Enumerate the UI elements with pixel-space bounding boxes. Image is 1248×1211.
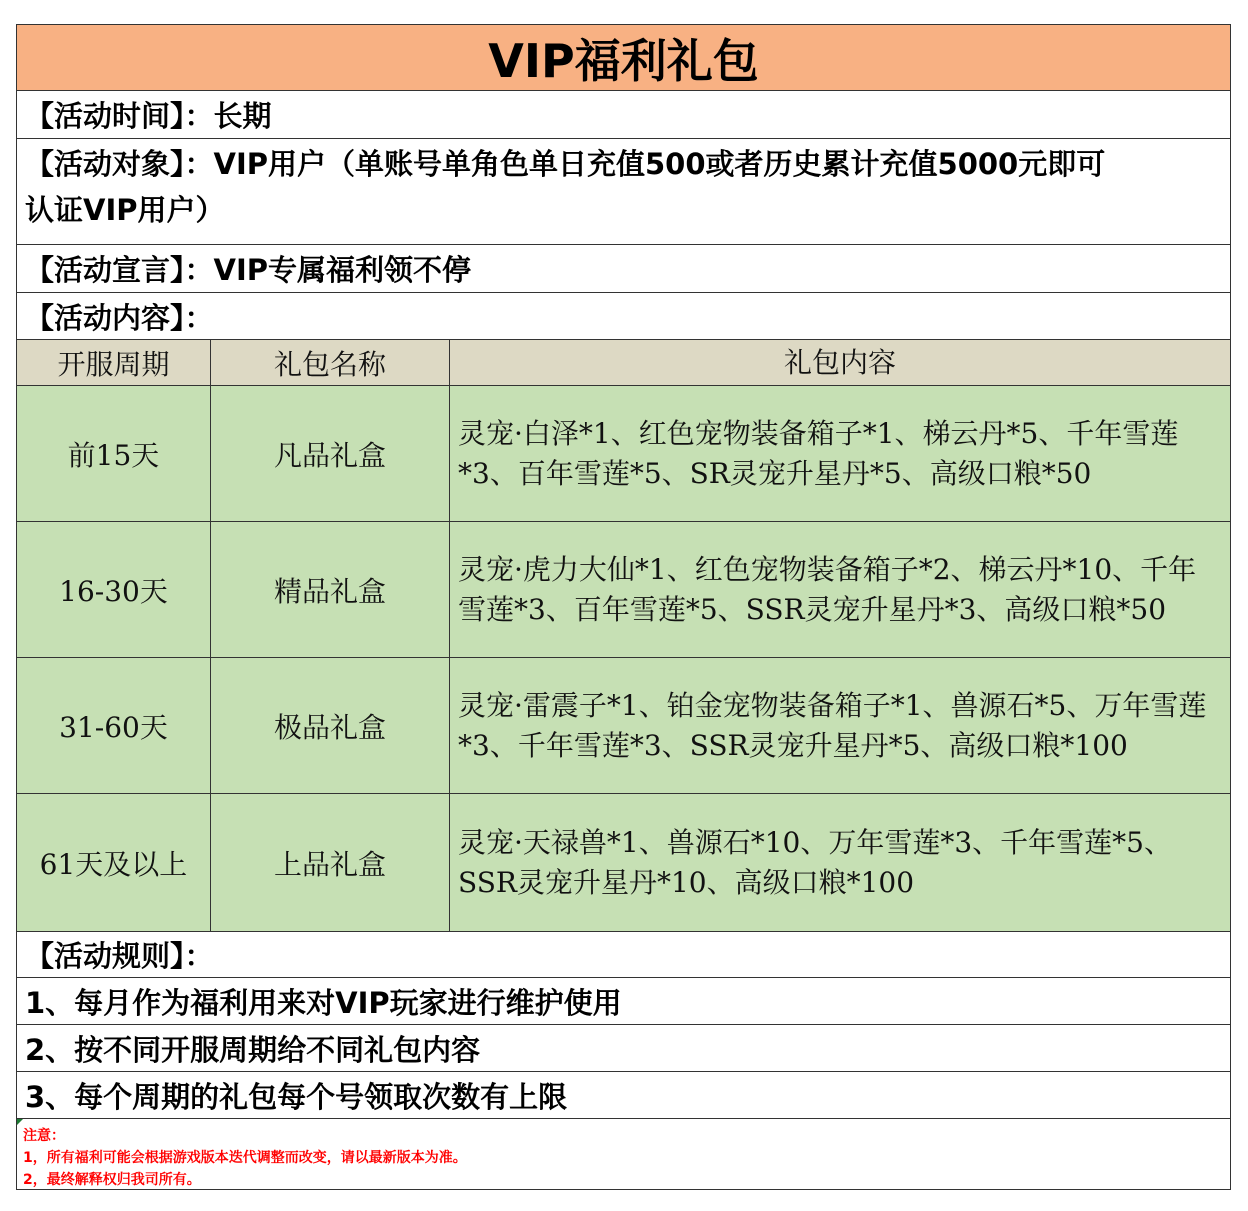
- vip-benefit-sheet: [16, 24, 1231, 1190]
- note-line: 1，所有福利可能会根据游戏版本迭代调整而改变，请以最新版本为准。: [23, 1150, 467, 1166]
- activity-slogan: 【活动宣言】：VIP专属福利领不停: [16, 245, 1231, 293]
- notes-section: [16, 1119, 1231, 1190]
- activity-rules-label: 【活动规则】：: [16, 932, 1231, 978]
- activity-target: [16, 139, 1231, 245]
- activity-content-label: 【活动内容】：: [16, 293, 1231, 340]
- header-content: 礼包内容: [450, 340, 1231, 386]
- row-gift-content: 灵宠·白泽*1、红色宠物装备箱子*1、梯云丹*5、千年雪莲*3、百年雪莲*5、SR灵宠升星丹*5、高级口粮*50: [450, 386, 1231, 522]
- note-line: 2，最终解释权归我司所有。: [23, 1172, 201, 1188]
- activity-time: 【活动时间】：长期: [16, 91, 1231, 139]
- row-period: 31-60天: [16, 658, 211, 794]
- notes-heading: 注意：: [23, 1128, 65, 1144]
- rule-item: 2、按不同开服周期给不同礼包内容: [16, 1025, 1231, 1072]
- table-row: [16, 386, 1231, 522]
- header-period: 开服周期: [16, 340, 211, 386]
- header-name: 礼包名称: [211, 340, 450, 386]
- gift-table: [16, 340, 1231, 932]
- table-row: [16, 658, 1231, 794]
- cell-comment-flag-icon: [17, 1119, 23, 1125]
- row-gift-name: 极品礼盒: [211, 658, 450, 794]
- row-period: 61天及以上: [16, 794, 211, 932]
- row-gift-name: 精品礼盒: [211, 522, 450, 658]
- row-gift-content: 灵宠·虎力大仙*1、红色宠物装备箱子*2、梯云丹*10、千年雪莲*3、百年雪莲*5、SSR灵宠升星丹*3、高级口粮*50: [450, 522, 1231, 658]
- table-row: [16, 522, 1231, 658]
- activity-target-line1: 【活动对象】：VIP用户（单账号单角色单日充值500或者历史累计充值5000元即可: [25, 147, 1106, 181]
- row-gift-content: 灵宠·天禄兽*1、兽源石*10、万年雪莲*3、千年雪莲*5、SSR灵宠升星丹*10、高级口粮*100: [450, 794, 1231, 932]
- row-gift-content: 灵宠·雷震子*1、铂金宠物装备箱子*1、兽源石*5、万年雪莲*3、千年雪莲*3、SSR灵宠升星丹*5、高级口粮*100: [450, 658, 1231, 794]
- table-row: [16, 794, 1231, 932]
- page-title: VIP福利礼包: [16, 25, 1231, 91]
- row-gift-name: 凡品礼盒: [211, 386, 450, 522]
- row-gift-name: 上品礼盒: [211, 794, 450, 932]
- rule-item: 1、每月作为福利用来对VIP玩家进行维护使用: [16, 978, 1231, 1025]
- row-period: 前15天: [16, 386, 211, 522]
- activity-target-line2: 认证VIP用户）: [25, 193, 225, 227]
- table-header-row: [16, 340, 1231, 386]
- rule-item: 3、每个周期的礼包每个号领取次数有上限: [16, 1072, 1231, 1119]
- row-period: 16-30天: [16, 522, 211, 658]
